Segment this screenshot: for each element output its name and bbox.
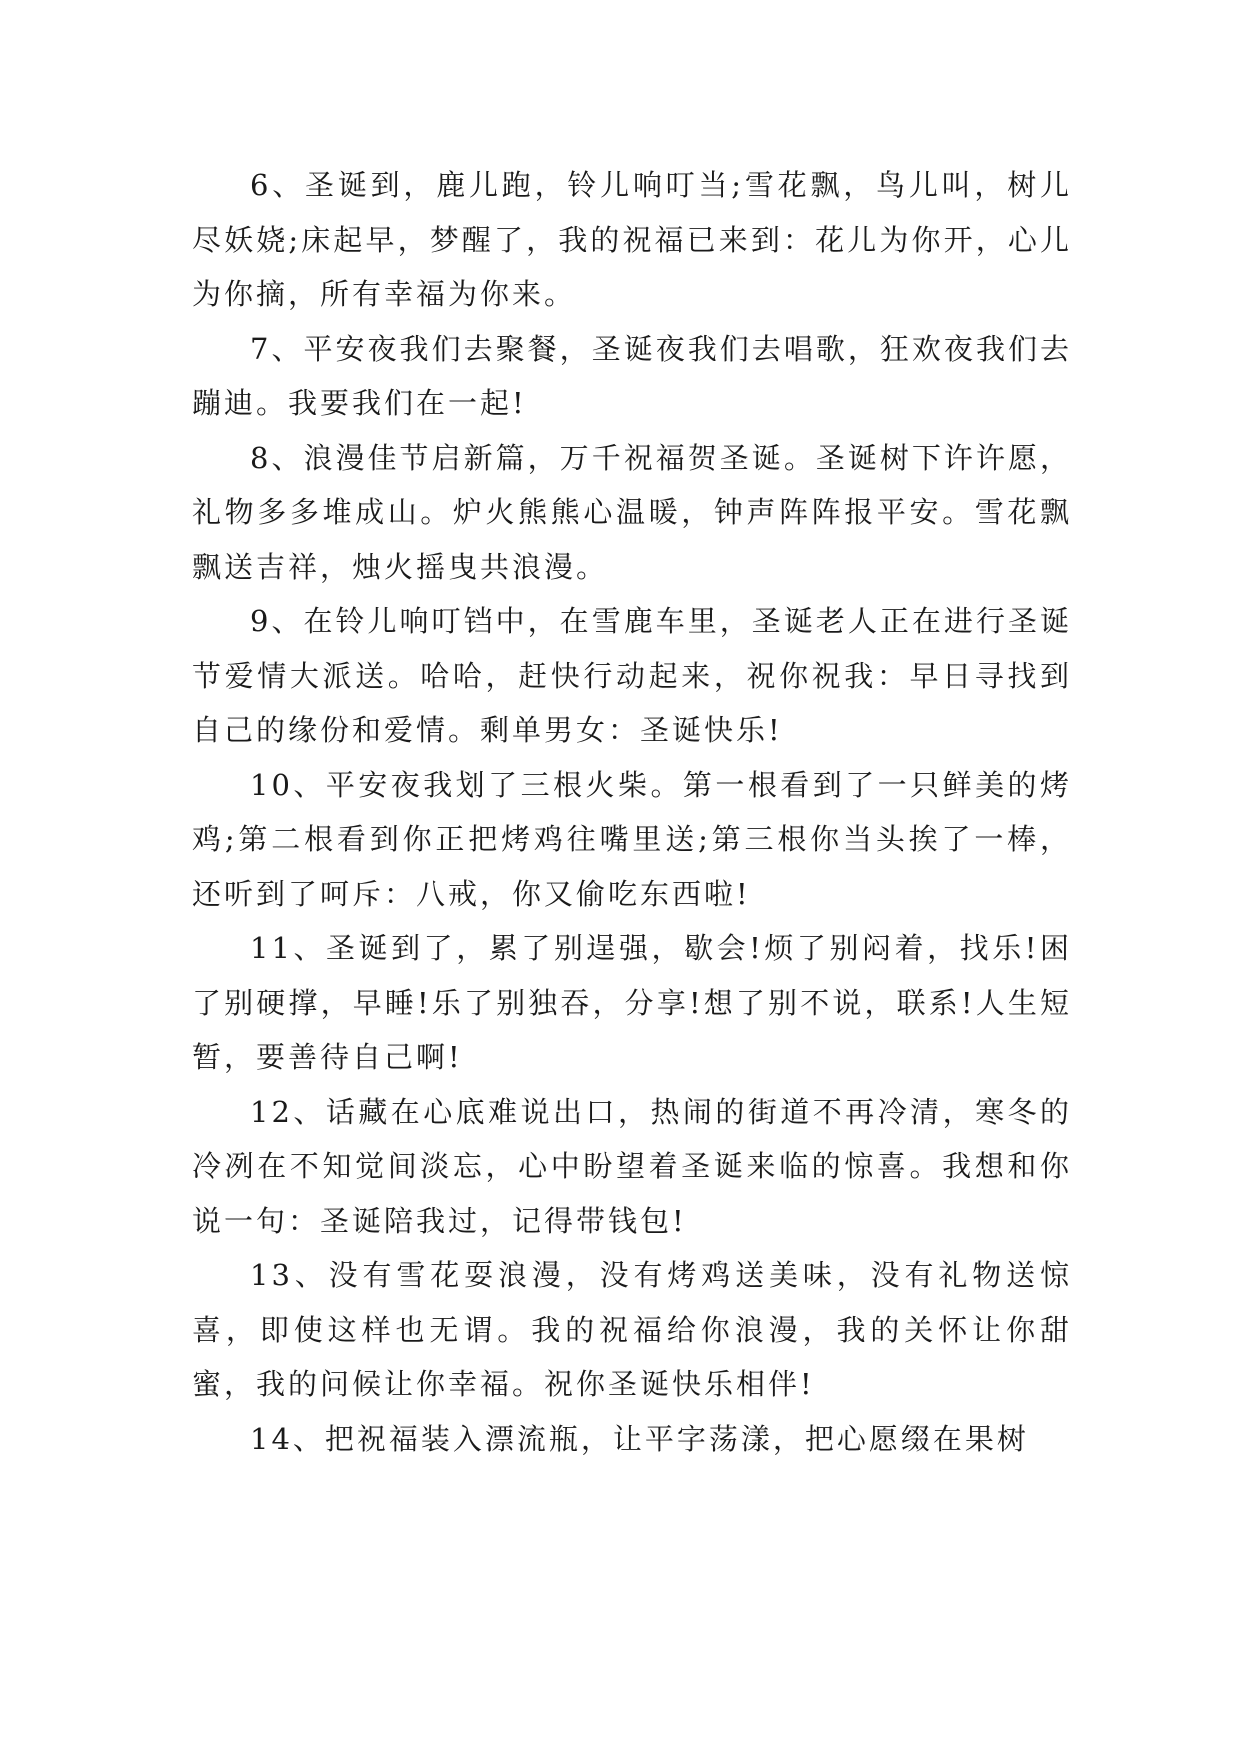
paragraph-7: 7、平安夜我们去聚餐，圣诞夜我们去唱歌，狂欢夜我们去蹦迪。我要我们在一起! xyxy=(192,331,1072,420)
paragraph-11: 11、圣诞到了，累了别逞强，歇会!烦了别闷着，找乐!困了别硬撑，早睡!乐了别独吞，分享!想了别不说，联系!人生短暂，要善待自己啊! xyxy=(192,931,1072,1074)
paragraph-6: 6、圣诞到，鹿儿跑，铃儿响叮当;雪花飘，鸟儿叫，树儿尽妖娆;床起早，梦醒了，我的祝福已来到：花儿为你开，心儿为你摘，所有幸福为你来。 xyxy=(192,168,1072,311)
paragraph-14: 14、把祝福装入漂流瓶，让平字荡漾，把心愿缀在果树 xyxy=(250,1421,1029,1456)
paragraph-10: 10、平安夜我划了三根火柴。第一根看到了一只鲜美的烤鸡;第二根看到你正把烤鸡往嘴里送;第三根你当头挨了一棒，还听到了呵斥：八戒，你又偷吃东西啦! xyxy=(192,767,1072,911)
paragraph-8: 8、浪漫佳节启新篇，万千祝福贺圣诞。圣诞树下许许愿，礼物多多堆成山。炉火熊熊心温暖，钟声阵阵报平安。雪花飘飘送吉祥，烛火摇曳共浪漫。 xyxy=(192,440,1072,584)
paragraph-13: 13、没有雪花耍浪漫，没有烤鸡送美味，没有礼物送惊喜，即使这样也无谓。我的祝福给你浪漫，我的关怀让你甜蜜，我的问候让你幸福。祝你圣诞快乐相伴! xyxy=(192,1258,1072,1401)
document-body xyxy=(192,158,1072,1466)
paragraph-12: 12、话藏在心底难说出口，热闹的街道不再冷清，寒冬的冷冽在不知觉间淡忘，心中盼望着圣诞来临的惊喜。我想和你说一句：圣诞陪我过，记得带钱包! xyxy=(192,1094,1072,1238)
paragraph-9: 9、在铃儿响叮铛中，在雪鹿车里，圣诞老人正在进行圣诞节爱情大派送。哈哈，赶快行动起来，祝你祝我：早日寻找到自己的缘份和爱情。剩单男女：圣诞快乐! xyxy=(192,604,1072,747)
